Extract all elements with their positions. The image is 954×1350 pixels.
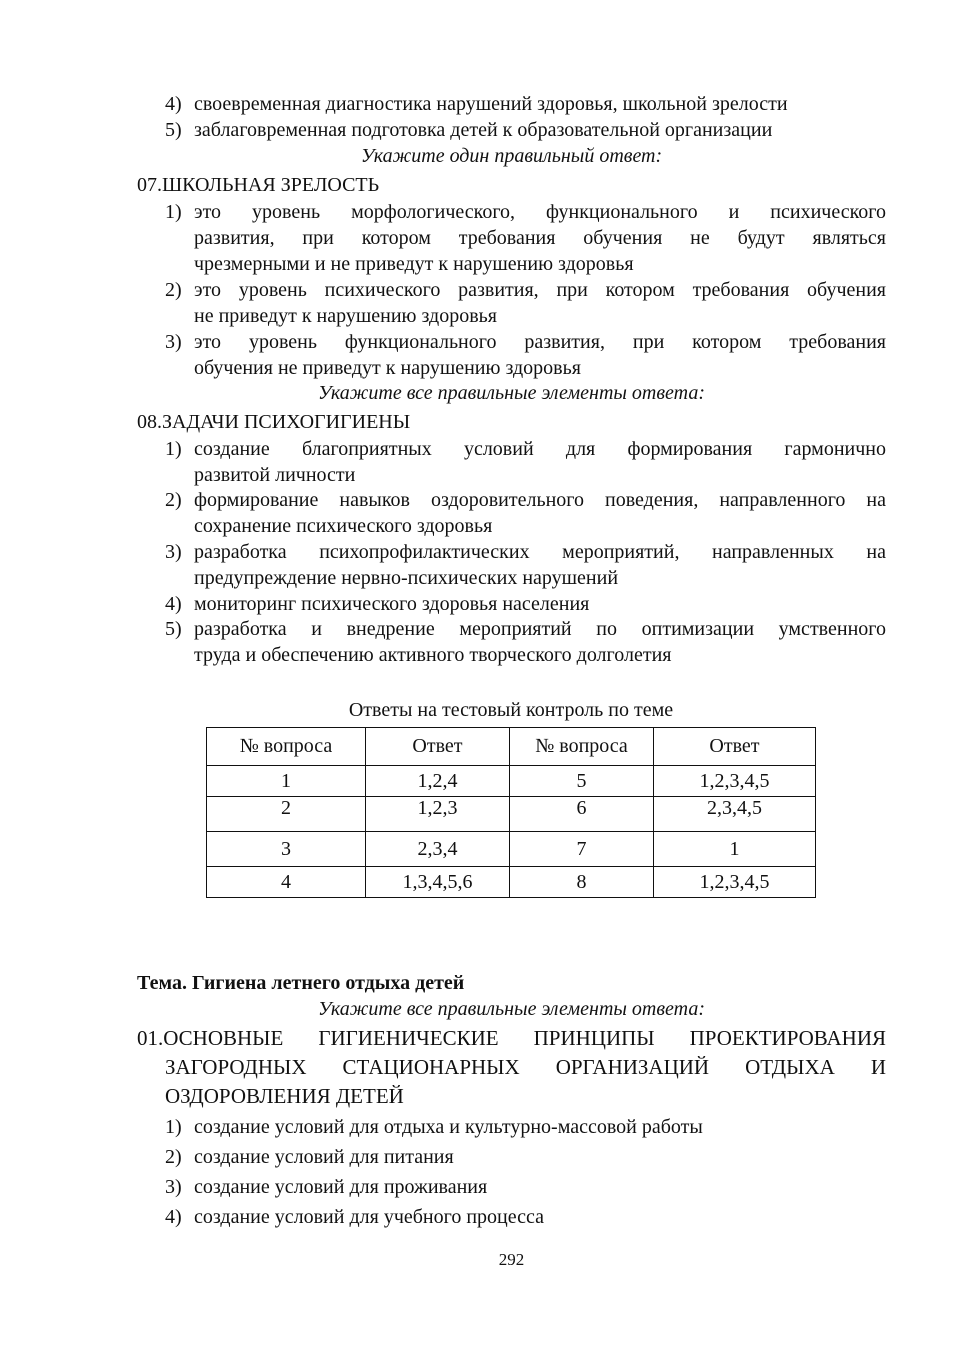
option-line: разработка психопрофилактических мероприятий, направленных на bbox=[194, 541, 886, 563]
question-01-title-line: ЗАГОРОДНЫХ СТАЦИОНАРНЫХ ОРГАНИЗАЦИЙ ОТДЫХА И bbox=[165, 1055, 886, 1079]
table-header-cell: № вопроса bbox=[510, 728, 654, 766]
option-line: чрезмерными и не приведут к нарушению здоровья bbox=[194, 253, 634, 275]
option-number: 5) bbox=[165, 618, 182, 640]
list-item-number: 5) bbox=[165, 119, 182, 141]
table-cell: 1 bbox=[654, 832, 816, 867]
option-number: 1) bbox=[165, 1116, 182, 1138]
table-cell: 2,3,4,5 bbox=[654, 797, 816, 832]
option-line: не приведут к нарушению здоровья bbox=[194, 305, 497, 327]
table-cell: 1,2,3,4,5 bbox=[654, 867, 816, 898]
table-cell: 2 bbox=[207, 797, 366, 832]
list-item-text: заблаговременная подготовка детей к образовательной организации bbox=[194, 119, 773, 141]
table-header-cell: Ответ bbox=[654, 728, 816, 766]
table-cell: 1,2,3 bbox=[366, 797, 510, 832]
table-cell: 3 bbox=[207, 832, 366, 867]
table-row bbox=[207, 867, 816, 898]
question-01-title-line: ОЗДОРОВЛЕНИЯ ДЕТЕЙ bbox=[165, 1084, 404, 1108]
option-line: это уровень психического развития, при котором требования обучения bbox=[194, 279, 886, 301]
table-cell: 8 bbox=[510, 867, 654, 898]
table-cell: 2,3,4 bbox=[366, 832, 510, 867]
option-line: обучения не приведут к нарушению здоровья bbox=[194, 357, 581, 379]
option-line: развитой личности bbox=[194, 464, 356, 486]
answers-table bbox=[206, 727, 816, 898]
option-number: 3) bbox=[165, 541, 182, 563]
instruction-all-answers: Укажите все правильные элементы ответа: bbox=[317, 382, 706, 404]
instruction-all-answers: Укажите все правильные элементы ответа: bbox=[317, 998, 706, 1020]
list-item-text: своевременная диагностика нарушений здоровья, школьной зрелости bbox=[194, 93, 788, 115]
option-line: развития, при котором требования обучения не будут являться bbox=[194, 227, 886, 249]
option-line: формирование навыков оздоровительного поведения, направленного на bbox=[194, 489, 886, 511]
option-number: 4) bbox=[165, 593, 182, 615]
table-cell: 6 bbox=[510, 797, 654, 832]
option-number: 2) bbox=[165, 279, 182, 301]
list-item-number: 4) bbox=[165, 93, 182, 115]
option-line: это уровень морфологического, функционального и психического bbox=[194, 201, 886, 223]
question-01-title-line: 01.ОСНОВНЫЕ ГИГИЕНИЧЕСКИЕ ПРИНЦИПЫ ПРОЕКТИРОВАНИЯ bbox=[137, 1026, 886, 1050]
table-header-cell: № вопроса bbox=[207, 728, 366, 766]
option-line: создание условий для питания bbox=[194, 1146, 454, 1168]
table-row bbox=[207, 797, 816, 832]
table-row bbox=[207, 832, 816, 867]
option-line: предупреждение нервно-психических нарушений bbox=[194, 567, 619, 589]
option-line: создание условий для учебного процесса bbox=[194, 1206, 544, 1228]
question-08-title: 08.ЗАДАЧИ ПСИХОГИГИЕНЫ bbox=[137, 411, 411, 433]
instruction-one-answer: Укажите один правильный ответ: bbox=[360, 145, 663, 167]
option-number: 3) bbox=[165, 1176, 182, 1198]
table-cell: 1 bbox=[207, 766, 366, 797]
topic-heading: Тема. Гигиена летнего отдыха детей bbox=[137, 972, 465, 994]
option-line: создание условий для отдыха и культурно-массовой работы bbox=[194, 1116, 703, 1138]
option-line: сохранение психического здоровья bbox=[194, 515, 493, 537]
table-cell: 1,2,4 bbox=[366, 766, 510, 797]
option-line: создание условий для проживания bbox=[194, 1176, 488, 1198]
table-header-row bbox=[207, 728, 816, 766]
option-line: создание благоприятных условий для формирования гармонично bbox=[194, 438, 886, 460]
table-cell: 1,2,3,4,5 bbox=[654, 766, 816, 797]
table-cell: 1,3,4,5,6 bbox=[366, 867, 510, 898]
option-line: разработка и внедрение мероприятий по оптимизации умственного bbox=[194, 618, 886, 640]
option-line: труда и обеспечению активного творческого долголетия bbox=[194, 644, 672, 666]
table-cell: 4 bbox=[207, 867, 366, 898]
table-header-cell: Ответ bbox=[366, 728, 510, 766]
option-line: мониторинг психического здоровья населения bbox=[194, 593, 590, 615]
page-number: 292 bbox=[498, 1250, 525, 1269]
option-number: 4) bbox=[165, 1206, 182, 1228]
option-number: 2) bbox=[165, 1146, 182, 1168]
option-line: это уровень функционального развития, при котором требования bbox=[194, 331, 886, 353]
option-number: 1) bbox=[165, 438, 182, 460]
option-number: 3) bbox=[165, 331, 182, 353]
option-number: 1) bbox=[165, 201, 182, 223]
table-cell: 5 bbox=[510, 766, 654, 797]
question-07-title: 07.ШКОЛЬНАЯ ЗРЕЛОСТЬ bbox=[137, 174, 380, 196]
table-row bbox=[207, 766, 816, 797]
table-cell: 7 bbox=[510, 832, 654, 867]
answers-table-caption: Ответы на тестовый контроль по теме bbox=[348, 699, 674, 721]
option-number: 2) bbox=[165, 489, 182, 511]
